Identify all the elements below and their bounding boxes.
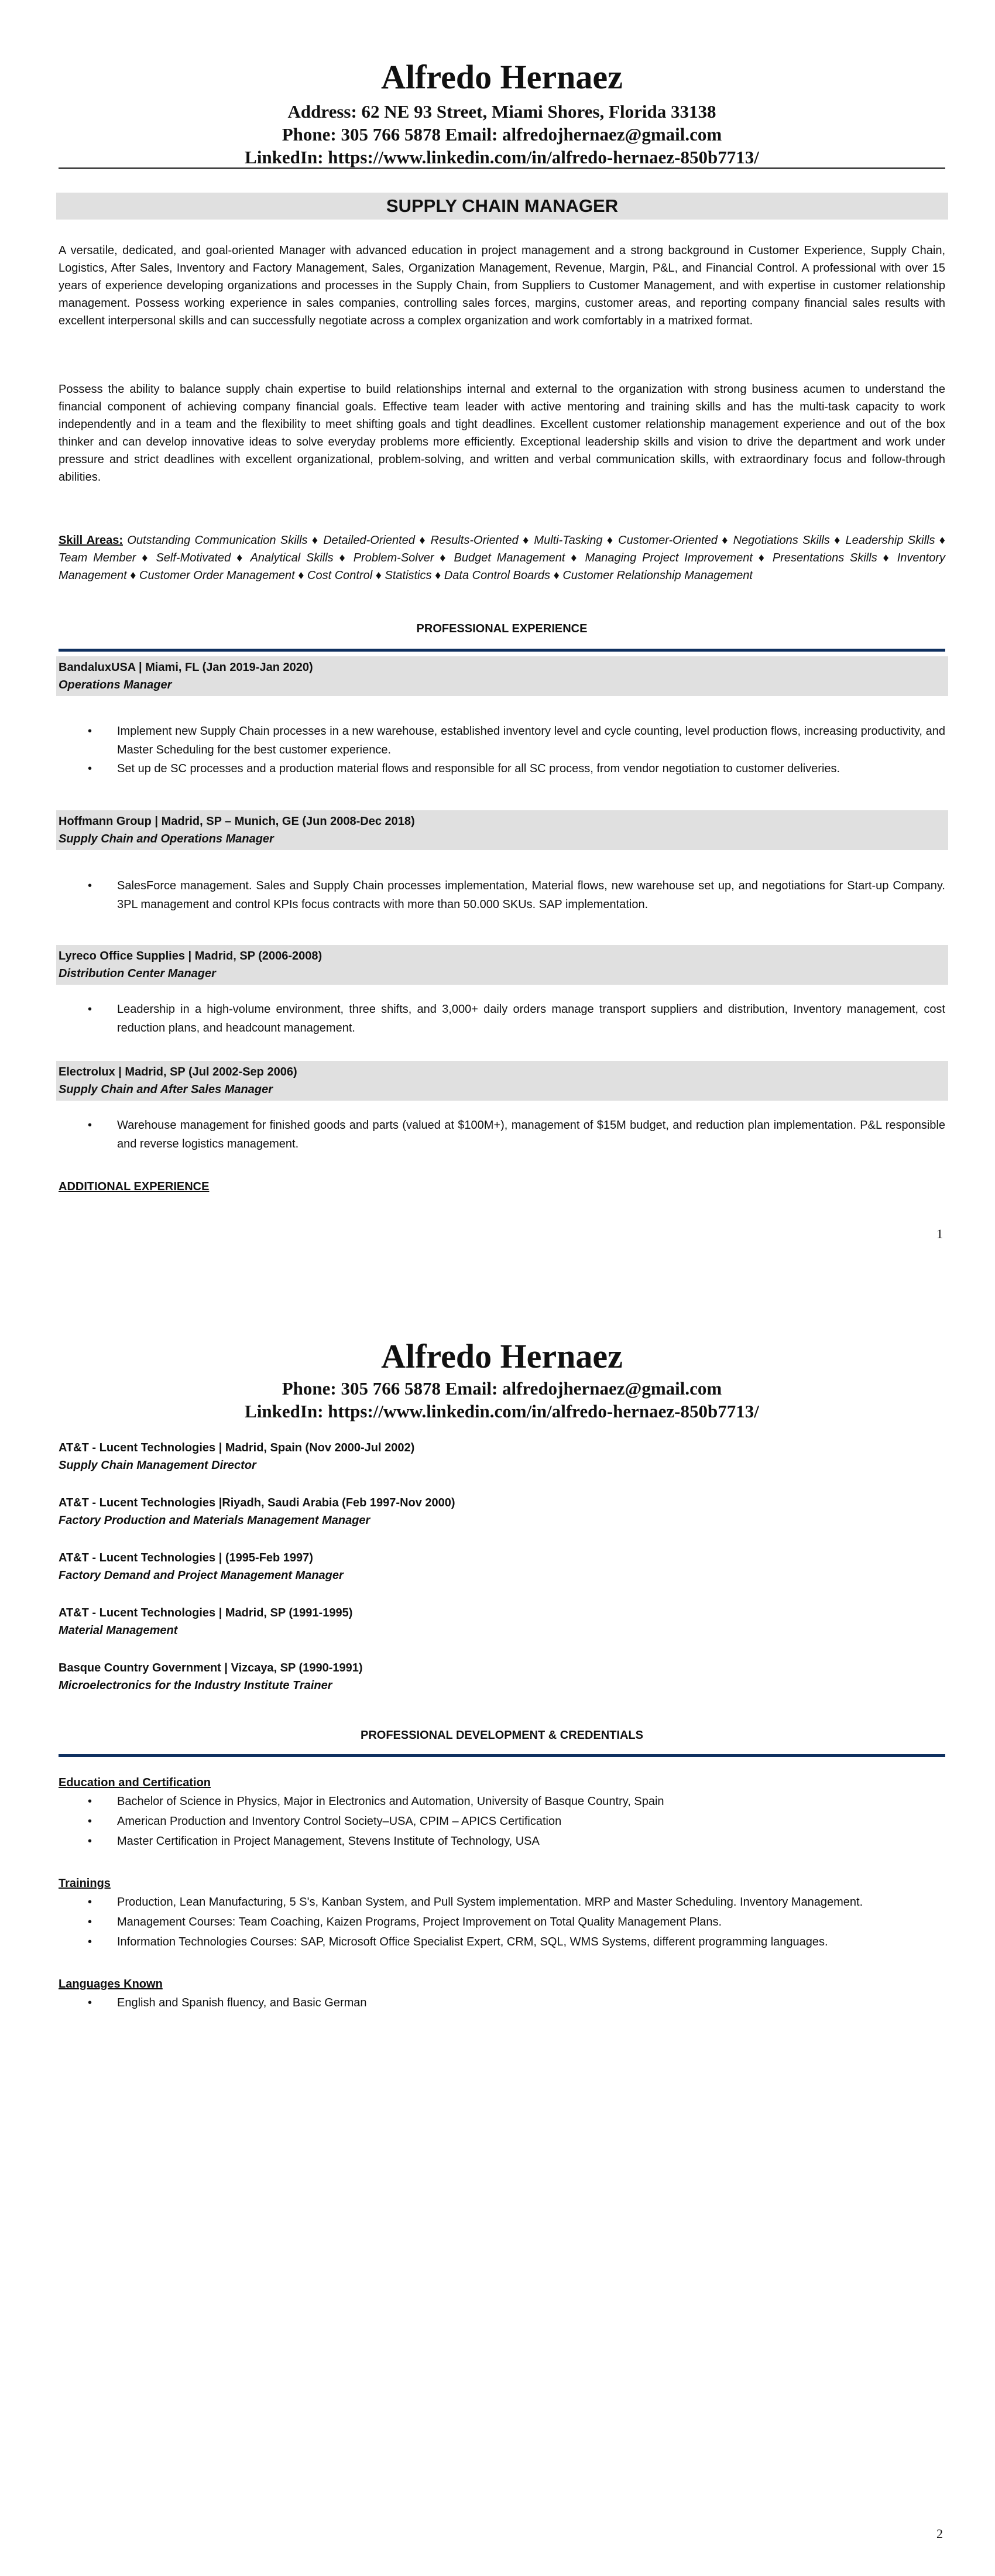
page-number: 2 [936, 2526, 943, 2541]
list-item [59, 1811, 945, 1831]
additional-job [59, 1604, 945, 1639]
bullet-icon: • [88, 1916, 92, 1928]
credential-section-languages [59, 1975, 945, 2013]
section-heading-additional: ADDITIONAL EXPERIENCE [59, 1180, 210, 1193]
list-item [59, 759, 945, 778]
list-item [59, 1993, 945, 2013]
bullet-text: English and Spanish fluency, and Basic German [117, 1996, 367, 2009]
section-heading-credentials: PROFESSIONAL DEVELOPMENT & CREDENTIALS [360, 1729, 643, 1742]
job-bullets [59, 876, 945, 914]
linkedin-link[interactable]: LinkedIn: https://www.linkedin.com/in/alfredo-hernaez-850b7713/ [245, 1401, 759, 1421]
credential-section-trainings [59, 1875, 945, 1952]
job-company: AT&T - Lucent Technologies | Madrid, SP (1991-1995) [59, 1606, 353, 1619]
job-company: AT&T - Lucent Technologies | (1995-Feb 1997) [59, 1551, 313, 1564]
additional-job [59, 1549, 945, 1584]
bullet-text: Management Courses: Team Coaching, Kaizen Programs, Project Improvement on Total Quality Management Plans. [117, 1916, 722, 1928]
candidate-name: Alfredo Hernaez [381, 58, 623, 96]
bullet-text: Warehouse management for finished goods and parts (valued at $100M+), management of $15M budget, and reduction plan implementation. P&L responsible and reverse logistics management. [117, 1119, 945, 1150]
page-number: 1 [936, 1227, 943, 1241]
job-company: Electrolux | Madrid, SP (Jul 2002-Sep 2006) [59, 1066, 297, 1078]
section-divider [59, 649, 945, 652]
job-company: AT&T - Lucent Technologies |Riyadh, Saudi Arabia (Feb 1997-Nov 2000) [59, 1496, 455, 1509]
address: Address: 62 NE 93 Street, Miami Shores, Florida 33138 [287, 101, 716, 122]
job-header [56, 656, 948, 696]
summary-paragraph: Possess the ability to balance supply chain expertise to build relationships internal and external to the organization with strong business acumen to understand the financial component of achieving company financial goals. Effective team leader with active mentoring and training skills and has the multi-task capacity to work independently and in a team and the flexibility to meet shifting goals and tight deadlines. Excellent customer relationship management experience and out of the box thinker and can develop innovative ideas to solve everyday problems more efficiently. Exceptional leadership skills and vision to drive the department and work under pressure and strict deadlines with excellent organizational, problem-solving, and written and verbal communication skills, with extraordinary focus and follow-through abilities. [59, 383, 945, 484]
skill-areas-label: Skill Areas: [59, 534, 123, 547]
header-divider [59, 167, 945, 169]
list-item [59, 1831, 945, 1851]
credential-items [59, 1993, 945, 2013]
bullet-icon: • [88, 762, 92, 775]
job-header [56, 1061, 948, 1101]
bullet-icon: • [88, 1119, 92, 1132]
bullet-text: Master Certification in Project Management, Stevens Institute of Technology, USA [117, 1835, 540, 1848]
skill-areas-list: Outstanding Communication Skills ♦ Detailed-Oriented ♦ Results-Oriented ♦ Multi-Tasking ♦ Customer-Oriented ♦ Negotiations Skills ♦ Leadership Skills ♦ Team Member ♦ Self-Motivated ♦ Analytical Skills ♦ Problem-Solver ♦ Budget Management ♦ Managing Project Improvement ♦ Presentations Skills ♦ Inventory Management ♦ Customer Order Management ♦ Cost Control ♦ Statistics ♦ Data Control Boards ♦ Customer Relationship Management [59, 534, 946, 582]
bullet-text: Production, Lean Manufacturing, 5 S's, Kanban System, and Pull System implementation. MRP and Master Scheduling. Inventory Management. [117, 1896, 863, 1909]
candidate-name: Alfredo Hernaez [381, 1337, 623, 1375]
credentials-list [59, 1774, 945, 2036]
summary-paragraph: A versatile, dedicated, and goal-oriented Manager with advanced education in project management and a strong background in Customer Experience, Supply Chain, Logistics, After Sales, Inventory and Factory Management, Sales, Organization Management, Revenue, Margin, P&L, and Financial Control. A professional with over 15 years of experience developing organizations and processes in the Supply Chain, from Suppliers to Customer Management, and with expertise in customer relationship management. Possess working experience in sales companies, controlling sales forces, margins, customer areas, and reporting company financial sales results with excellent interpersonal skills and can successfully negotiate across a complex organization and work comfortably in a matrixed format. [59, 244, 945, 327]
bullet-text: Information Technologies Courses: SAP, Microsoft Office Specialist Expert, CRM, SQL, WMS Systems, different programming languages. [117, 1936, 828, 1948]
list-item [59, 876, 945, 914]
job-role: Material Management [59, 1624, 178, 1637]
credential-section-education [59, 1774, 945, 1851]
phone-email: Phone: 305 766 5878 Email: alfredojhernaez@gmail.com [282, 124, 722, 145]
bullet-icon: • [88, 1003, 92, 1016]
subsection-heading: Trainings [59, 1877, 111, 1890]
job-title-band: SUPPLY CHAIN MANAGER [56, 193, 948, 220]
job-company: BandaluxUSA | Miami, FL (Jan 2019-Jan 2020) [59, 661, 313, 674]
bullet-text: Bachelor of Science in Physics, Major in Electronics and Automation, University of Basque Country, Spain [117, 1795, 664, 1808]
bullet-icon: • [88, 1936, 92, 1948]
list-item [59, 1892, 945, 1912]
credential-items [59, 1892, 945, 1952]
section-divider [59, 1754, 945, 1757]
job-company: AT&T - Lucent Technologies | Madrid, Spain (Nov 2000-Jul 2002) [59, 1441, 415, 1454]
job-header [56, 810, 948, 850]
job-bullets [59, 1116, 945, 1153]
list-item [59, 722, 945, 759]
bullet-icon: • [88, 1896, 92, 1909]
bullet-icon: • [88, 725, 92, 738]
list-item [59, 1791, 945, 1811]
job-role: Factory Production and Materials Management Manager [59, 1514, 370, 1527]
bullet-icon: • [88, 1835, 92, 1848]
bullet-icon: • [88, 1996, 92, 2009]
additional-job [59, 1659, 945, 1694]
linkedin-link[interactable]: LinkedIn: https://www.linkedin.com/in/alfredo-hernaez-850b7713/ [245, 147, 759, 167]
job-company: Hoffmann Group | Madrid, SP – Munich, GE (Jun 2008-Dec 2018) [59, 815, 415, 828]
bullet-text: American Production and Inventory Control Society–USA, CPIM – APICS Certification [117, 1815, 562, 1828]
skill-areas [59, 532, 945, 584]
job-company: Lyreco Office Supplies | Madrid, SP (2006-2008) [59, 950, 322, 962]
job-role: Factory Demand and Project Management Manager [59, 1569, 344, 1582]
job-role: Distribution Center Manager [59, 967, 216, 980]
bullet-text: Implement new Supply Chain processes in a new warehouse, established inventory level and cycle counting, level production flows, increasing productivity, and Master Scheduling for the best customer experience. [117, 725, 945, 756]
section-heading-experience: PROFESSIONAL EXPERIENCE [416, 622, 588, 635]
phone-email: Phone: 305 766 5878 Email: alfredojhernaez@gmail.com [282, 1378, 722, 1399]
job-role: Supply Chain Management Director [59, 1459, 256, 1472]
job-role: Microelectronics for the Industry Institute Trainer [59, 1679, 332, 1692]
bullet-icon: • [88, 1815, 92, 1828]
list-item [59, 1116, 945, 1153]
job-role: Operations Manager [59, 679, 172, 691]
additional-job [59, 1494, 945, 1529]
subsection-heading: Education and Certification [59, 1776, 211, 1789]
additional-experience-list [59, 1439, 945, 1714]
subsection-heading: Languages Known [59, 1978, 163, 1991]
list-item [59, 1000, 945, 1037]
job-bullets [59, 1000, 945, 1037]
bullet-icon: • [88, 1795, 92, 1808]
list-item [59, 1912, 945, 1932]
job-bullets [59, 722, 945, 778]
additional-job [59, 1439, 945, 1474]
credential-items [59, 1791, 945, 1851]
job-company: Basque Country Government | Vizcaya, SP (1990-1991) [59, 1662, 363, 1674]
bullet-icon: • [88, 879, 92, 892]
job-role: Supply Chain and Operations Manager [59, 833, 274, 845]
job-header [56, 945, 948, 985]
bullet-text: Set up de SC processes and a production material flows and responsible for all SC process, from vendor negotiation to customer deliveries. [117, 762, 840, 775]
list-item [59, 1932, 945, 1952]
bullet-text: SalesForce management. Sales and Supply Chain processes implementation, Material flows, new warehouse set up, and negotiations for Start-up Company. 3PL management and control KPIs focus contracts with more than 50.000 SKUs. SAP implementation. [117, 879, 945, 911]
job-role: Supply Chain and After Sales Manager [59, 1083, 273, 1096]
bullet-text: Leadership in a high-volume environment, three shifts, and 3,000+ daily orders manage transport suppliers and distribution, Inventory management, cost reduction plans, and headcount management. [117, 1003, 945, 1034]
